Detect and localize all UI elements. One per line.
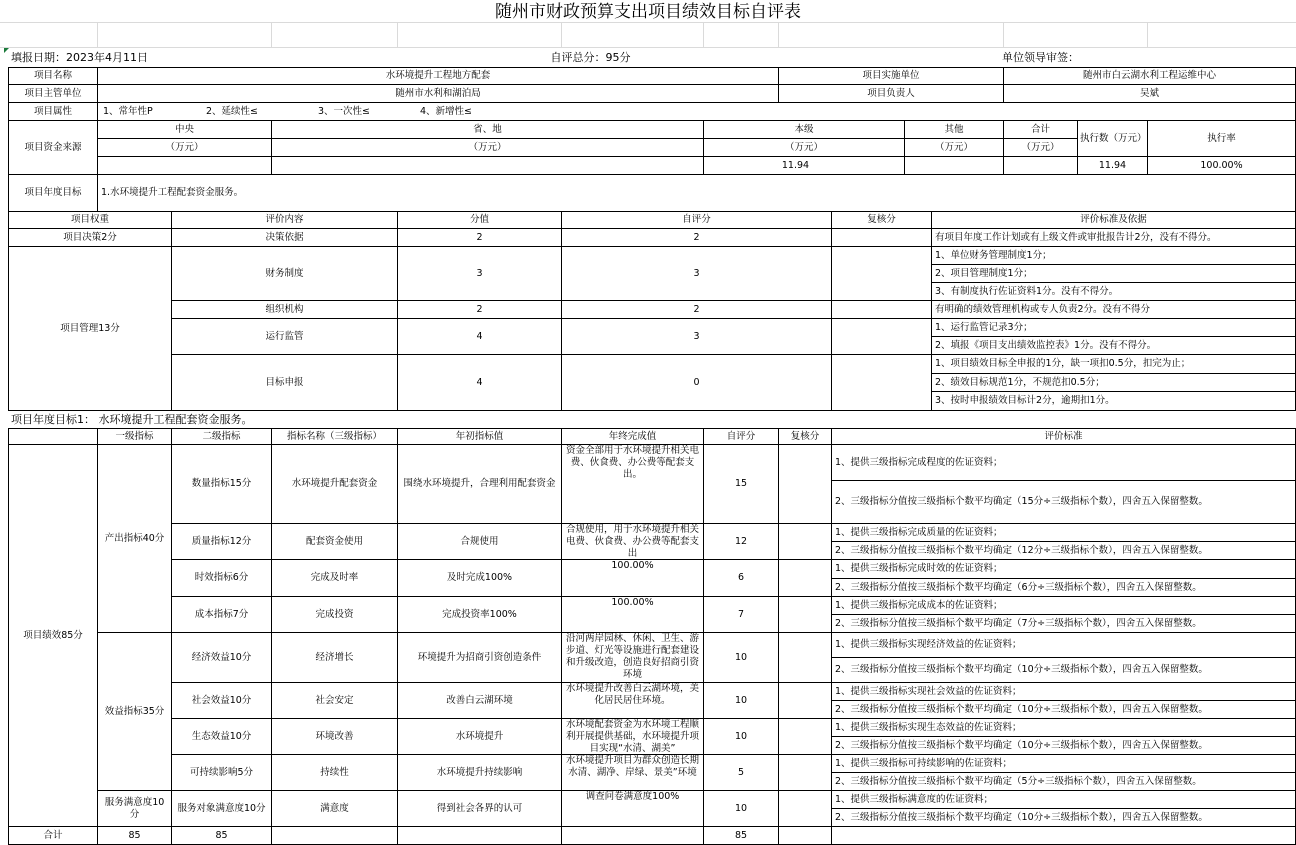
fund-header: 合计: [1003, 120, 1078, 139]
self-score: 6: [703, 559, 779, 597]
fund-rate-value: 100.00%: [1200, 159, 1243, 171]
total-self-score: 85: [703, 826, 779, 845]
level2-indicator: 成本指标7分: [171, 596, 272, 633]
management-content: 财务制度: [171, 246, 398, 301]
initial-target-value: 完成投资率100%: [397, 596, 562, 633]
decision-score: 2: [397, 228, 562, 247]
level2-indicator: 质量指标12分: [171, 523, 272, 560]
evaluation-standard: 1、提供三级指标满意度的佐证资料；: [831, 790, 1296, 809]
initial-target-value: 合规使用: [397, 523, 562, 560]
management-review-score: [831, 300, 932, 319]
management-standard: 2、绩效目标规范1分，不规范扣0.5分；: [931, 373, 1296, 392]
project-name-label: 项目名称: [8, 67, 98, 85]
management-standard: 2、填报《项目支出绩效监控表》1分。没有不得分。: [931, 336, 1296, 355]
management-score: 4: [397, 354, 562, 411]
performance-header: 自评分: [703, 428, 779, 445]
self-score: 10: [703, 632, 779, 683]
level1-benefit: 效益指标35分: [97, 632, 172, 791]
management-score: 4: [397, 318, 562, 355]
management-review-score: [831, 354, 932, 411]
evaluation-standard: 2、三级指标分值按三级指标个数平均确定（10分÷三级指标个数），四舍五入保留整数。: [831, 700, 1296, 719]
fund-unit: （万元）: [271, 138, 704, 157]
final-completion-value: 调查问卷满意度100%: [561, 790, 704, 827]
fund-source-label: 项目资金来源: [8, 120, 98, 175]
leader-label: 项目负责人: [778, 84, 1004, 103]
total-blank: [561, 826, 704, 845]
evaluation-standard: 2、三级指标分值按三级指标个数平均确定（15分÷三级指标个数），四舍五入保留整数。: [831, 480, 1296, 524]
review-score: [778, 718, 832, 755]
management-standard: 1、项目绩效目标全申报的1分，缺一项扣0.5分，扣完为止；: [931, 354, 1296, 374]
review-score: [778, 596, 832, 633]
review-score: [778, 523, 832, 560]
attr-option: 3、一次性≤: [318, 105, 371, 117]
total-blank: [831, 826, 1296, 845]
final-completion-value: 100.00%: [561, 559, 704, 597]
performance-group: 项目绩效85分: [8, 444, 98, 827]
total-label: 合计: [8, 826, 98, 845]
self-score: 12: [703, 523, 779, 560]
level2-indicator: 经济效益10分: [171, 632, 272, 683]
fund-header-rate: 执行率: [1147, 120, 1296, 157]
annual-goal-label: 项目年度目标: [8, 174, 98, 212]
total-score: 自评总分：95分: [550, 51, 631, 64]
final-completion-value: 水环境配套资金为水环境工程顺利开展提供基础，水环境提升项目实现“水清、湖美”: [561, 718, 704, 755]
level3-indicator-name: 持续性: [271, 754, 398, 791]
evaluation-standard: 1、提供三级指标实现经济效益的佐证资料；: [831, 632, 1296, 658]
level3-indicator-name: 配套资金使用: [271, 523, 398, 560]
performance-header-blank: [8, 428, 98, 445]
evaluation-standard: 2、三级指标分值按三级指标个数平均确定（10分÷三级指标个数），四舍五入保留整数。: [831, 736, 1296, 755]
annual-goal-value: 1.水环境提升工程配套资金服务。: [97, 174, 1296, 212]
management-self-score: 2: [561, 300, 832, 319]
self-score: 7: [703, 596, 779, 633]
fund-unit: （万元）: [97, 138, 272, 157]
initial-target-value: 水环境提升持续影响: [397, 754, 562, 791]
fund-header: 中央: [97, 120, 272, 139]
management-group: 项目管理13分: [8, 246, 172, 411]
performance-header: 年初指标值: [397, 428, 562, 445]
supervisor-label: 项目主管单位: [8, 84, 98, 103]
evaluation-standard: 1、提供三级指标完成成本的佐证资料；: [831, 596, 1296, 615]
final-completion-value: 水环境提升改善白云湖环境，美化居民居住环境。: [561, 682, 704, 719]
level3-indicator-name: 经济增长: [271, 632, 398, 683]
evaluation-standard: 1、提供三级指标完成质量的佐证资料；: [831, 523, 1296, 542]
performance-header: 一级指标: [97, 428, 172, 445]
self-score: 10: [703, 718, 779, 755]
management-self-score: 0: [561, 354, 832, 411]
review-score: [778, 559, 832, 597]
attr-option: 4、新增性≤: [420, 105, 473, 117]
attr-option: 1、常年性P: [103, 105, 153, 117]
level2-indicator: 时效指标6分: [171, 559, 272, 597]
total-level1: 85: [97, 826, 172, 845]
decision-self-score: 2: [561, 228, 832, 247]
final-completion-value: 合规使用，用于水环境提升相关电费、伙食费、办公费等配套支出: [561, 523, 704, 560]
management-standard: 3、有制度执行佐证资料1分。没有不得分。: [931, 282, 1296, 301]
weights-header: 评价标准及依据: [931, 211, 1296, 229]
management-review-score: [831, 246, 932, 301]
management-review-score: [831, 318, 932, 355]
performance-header: 年终完成值: [561, 428, 704, 445]
initial-target-value: 水环境提升: [397, 718, 562, 755]
weights-header: 项目权重: [8, 211, 172, 229]
level2-indicator: 可持续影响5分: [171, 754, 272, 791]
initial-target-value: 及时完成100%: [397, 559, 562, 597]
self-score: 5: [703, 754, 779, 791]
management-self-score: 3: [561, 318, 832, 355]
fill-date: 填报日期：2023年4月11日: [11, 51, 148, 64]
self-score: 10: [703, 790, 779, 827]
management-standard: 3、按时申报绩效目标计2分，逾期扣1分。: [931, 391, 1296, 411]
performance-header: 指标名称（三级指标）: [271, 428, 398, 445]
fund-executed-value: 11.94: [1098, 159, 1127, 171]
final-completion-value: 沿河两岸园林、休闲、卫生、游步道、灯光等设施进行配套建设和升级改造，创造良好招商引资环境: [561, 632, 704, 683]
level3-indicator-name: 满意度: [271, 790, 398, 827]
decision-content: 决策依据: [171, 228, 398, 247]
supervisor-value: 随州市水利和湖泊局: [97, 84, 779, 103]
evaluation-standard: 2、三级指标分值按三级指标个数平均确定（12分÷三级指标个数），四舍五入保留整数。: [831, 541, 1296, 560]
evaluation-standard: 2、三级指标分值按三级指标个数平均确定（6分÷三级指标个数），四舍五入保留整数。: [831, 578, 1296, 597]
annual-goal-1: 项目年度目标1： 水环境提升工程配套资金服务。: [11, 412, 253, 426]
level3-indicator-name: 完成投资: [271, 596, 398, 633]
page-title: 随州市财政预算支出项目绩效目标自评表: [495, 1, 801, 22]
fund-header: 省、地: [271, 120, 704, 139]
weights-header: 自评分: [561, 211, 832, 229]
level1-output: 产出指标40分: [97, 444, 172, 633]
management-standard: 有明确的绩效管理机构或专人负责2分。没有不得分: [931, 300, 1296, 319]
evaluation-standard: 1、提供三级指标实现社会效益的佐证资料；: [831, 682, 1296, 701]
total-level2: 85: [171, 826, 272, 845]
final-completion-value: 水环境提升项目为群众创造长期水清、湖净、岸绿、景美”环境: [561, 754, 704, 791]
management-standard: 1、运行监管记录3分；: [931, 318, 1296, 337]
fund-unit: （万元）: [904, 138, 1004, 157]
management-score: 2: [397, 300, 562, 319]
fund-local-value: 11.94: [781, 159, 810, 171]
evaluation-standard: 1、提供三级指标实现生态效益的佐证资料；: [831, 718, 1296, 737]
initial-target-value: 围绕水环境提升，合理利用配套资金: [397, 444, 562, 524]
review-score: [778, 682, 832, 719]
level2-indicator: 服务对象满意度10分: [171, 790, 272, 827]
impl-unit-label: 项目实施单位: [778, 67, 1004, 85]
evaluation-standard: 2、三级指标分值按三级指标个数平均确定（7分÷三级指标个数），四舍五入保留整数。: [831, 614, 1296, 633]
fund-unit: （万元）: [703, 138, 905, 157]
self-score: 15: [703, 444, 779, 524]
management-self-score: 3: [561, 246, 832, 301]
management-content: 组织机构: [171, 300, 398, 319]
fund-value-cell: [1003, 156, 1078, 175]
final-completion-value: 100.00%: [561, 596, 704, 633]
total-blank: [397, 826, 562, 845]
review-score: [778, 754, 832, 791]
management-standard: 2、项目管理制度1分；: [931, 264, 1296, 283]
self-score: 10: [703, 682, 779, 719]
fund-value-cell: [904, 156, 1004, 175]
evaluation-standard: 1、提供三级指标可持续影响的佐证资料；: [831, 754, 1296, 773]
leader-review: 单位领导审签：: [1002, 51, 1079, 64]
level3-indicator-name: 水环境提升配套资金: [271, 444, 398, 524]
initial-target-value: 得到社会各界的认可: [397, 790, 562, 827]
performance-header: 复核分: [778, 428, 832, 445]
project-name-value: 水环境提升工程地方配套: [97, 67, 779, 85]
level2-indicator: 社会效益10分: [171, 682, 272, 719]
performance-header: 二级指标: [171, 428, 272, 445]
fund-header-executed: 执行数（万元）: [1077, 120, 1148, 157]
management-score: 3: [397, 246, 562, 301]
level2-indicator: 数量指标15分: [171, 444, 272, 524]
leader-value: 吴斌: [1003, 84, 1296, 103]
level3-indicator-name: 社会安定: [271, 682, 398, 719]
evaluation-standard: 2、三级指标分值按三级指标个数平均确定（10分÷三级指标个数），四舍五入保留整数。: [831, 808, 1296, 827]
attr-option: 2、延续性≤: [206, 105, 259, 117]
fund-header: 本级: [703, 120, 905, 139]
weights-header: 分值: [397, 211, 562, 229]
fund-value-cell: [271, 156, 704, 175]
performance-header: 评价标准: [831, 428, 1296, 445]
management-content: 目标申报: [171, 354, 398, 411]
review-score: [778, 632, 832, 683]
total-blank: [778, 826, 832, 845]
level3-indicator-name: 环境改善: [271, 718, 398, 755]
impl-unit-value: 随州市白云湖水利工程运维中心: [1003, 67, 1296, 85]
evaluation-standard: 2、三级指标分值按三级指标个数平均确定（10分÷三级指标个数），四舍五入保留整数。: [831, 657, 1296, 683]
weights-header: 评价内容: [171, 211, 398, 229]
management-standard: 1、单位财务管理制度1分；: [931, 246, 1296, 265]
evaluation-standard: 2、三级指标分值按三级指标个数平均确定（5分÷三级指标个数），四舍五入保留整数。: [831, 772, 1296, 791]
level2-indicator: 生态效益10分: [171, 718, 272, 755]
fund-value-cell: [97, 156, 272, 175]
decision-group: 项目决策2分: [8, 228, 172, 247]
evaluation-standard: 1、提供三级指标完成程度的佐证资料；: [831, 444, 1296, 481]
review-score: [778, 444, 832, 524]
total-blank: [271, 826, 398, 845]
fund-header: 其他: [904, 120, 1004, 139]
evaluation-standard: 1、提供三级指标完成时效的佐证资料；: [831, 559, 1296, 579]
level1-satisfaction: 服务满意度10分: [97, 790, 172, 827]
project-attr-label: 项目属性: [8, 102, 98, 121]
weights-header: 复核分: [831, 211, 932, 229]
decision-review-score: [831, 228, 932, 247]
fund-unit: （万元）: [1003, 138, 1078, 157]
final-completion-value: 资金全部用于水环境提升相关电费、伙食费、办公费等配套支出。: [561, 444, 704, 524]
management-content: 运行监管: [171, 318, 398, 355]
level3-indicator-name: 完成及时率: [271, 559, 398, 597]
review-score: [778, 790, 832, 827]
initial-target-value: 环境提升为招商引资创造条件: [397, 632, 562, 683]
initial-target-value: 改善白云湖环境: [397, 682, 562, 719]
decision-standard: 有项目年度工作计划或有上级文件或审批报告计2分，没有不得分。: [931, 228, 1296, 247]
